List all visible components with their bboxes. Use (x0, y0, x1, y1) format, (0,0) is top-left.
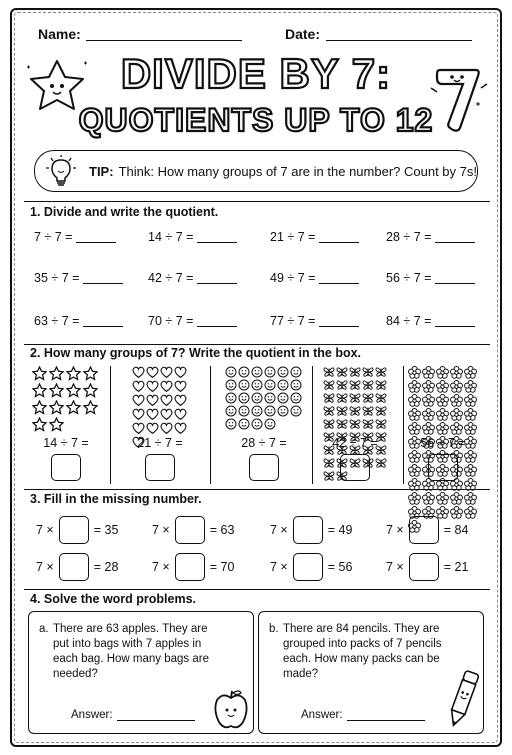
answer-blank[interactable] (435, 231, 475, 243)
tip-text: Think: How many groups of 7 are in the number? Count by 7s! (118, 163, 477, 179)
smiley-icon (238, 379, 250, 391)
star-icon (32, 383, 47, 398)
butterfly-icon (362, 379, 374, 391)
missing-number-problem (152, 553, 234, 581)
smiley-icon (238, 392, 250, 404)
smiley-icon (277, 392, 289, 404)
butterfly-icon (323, 418, 335, 430)
answer-label: Answer: (71, 709, 113, 721)
answer-box[interactable] (59, 553, 89, 581)
column-divider (210, 366, 211, 484)
answer-blank[interactable] (197, 315, 237, 327)
star-icon (49, 383, 64, 398)
heart-icon (146, 408, 159, 421)
answer-box[interactable] (59, 516, 89, 544)
division-problem (386, 230, 475, 244)
butterfly-icon (362, 418, 374, 430)
section-divider (24, 201, 490, 202)
answer-field[interactable] (347, 710, 425, 721)
butterfly-icon (362, 366, 374, 378)
answer-blank[interactable] (197, 231, 237, 243)
problem-text: 63 ÷ 7 = (34, 314, 80, 328)
star-icon (32, 417, 47, 432)
division-problem (148, 230, 237, 244)
group-equation: 42 ÷ 7 = (332, 436, 378, 450)
butterfly-icon (375, 366, 387, 378)
picture-group-smiley (225, 366, 303, 431)
answer-box[interactable] (409, 553, 439, 581)
division-problem (270, 230, 359, 244)
butterfly-icon (375, 418, 387, 430)
flower-icon (436, 408, 449, 421)
smiley-icon (264, 392, 276, 404)
flower-icon (464, 422, 477, 435)
answer-blank[interactable] (83, 315, 123, 327)
flower-icon (408, 394, 421, 407)
butterfly-icon (323, 392, 335, 404)
flower-icon (408, 492, 421, 505)
flower-icon (436, 394, 449, 407)
heart-icon (132, 394, 145, 407)
answer-field[interactable] (117, 710, 195, 721)
butterfly-icon (336, 366, 348, 378)
section-divider (24, 344, 490, 345)
tip-box (34, 150, 478, 192)
problem-text: 49 ÷ 7 = (270, 271, 316, 285)
flower-icon (408, 464, 421, 477)
flower-icon (422, 380, 435, 393)
problem-left: 7 × (152, 523, 170, 537)
picture-group-star (32, 366, 100, 434)
pencil-icon (445, 667, 481, 731)
heart-icon (132, 422, 145, 435)
smiley-icon (264, 405, 276, 417)
answer-blank[interactable] (319, 231, 359, 243)
missing-number-problem (152, 516, 234, 544)
apple-icon (213, 688, 249, 730)
butterfly-icon (336, 392, 348, 404)
problem-text: 84 ÷ 7 = (386, 314, 432, 328)
flower-icon (450, 408, 463, 421)
problem-line: grouped into packs of 7 pencils (283, 638, 442, 650)
heart-icon (160, 380, 173, 393)
smiley-icon (290, 392, 302, 404)
problem-line: each bag. How many bags are (53, 653, 209, 665)
heart-icon (160, 366, 173, 379)
flower-icon (436, 492, 449, 505)
section-divider (24, 489, 490, 490)
star-icon (49, 366, 64, 381)
problem-letter: a. (39, 623, 49, 635)
flower-icon (408, 380, 421, 393)
answer-box[interactable] (409, 516, 439, 544)
butterfly-icon (349, 379, 361, 391)
heart-icon (160, 408, 173, 421)
flower-icon (422, 394, 435, 407)
flower-icon (408, 408, 421, 421)
division-problem (148, 314, 237, 328)
butterfly-icon (375, 392, 387, 404)
group-equation: 21 ÷ 7 = (137, 436, 183, 450)
seven-mascot-icon (428, 62, 490, 138)
flower-icon (450, 366, 463, 379)
heart-icon (174, 394, 187, 407)
answer-box[interactable] (249, 454, 279, 481)
answer-blank[interactable] (435, 315, 475, 327)
column-divider (110, 366, 111, 484)
smiley-icon (290, 405, 302, 417)
heart-icon (146, 366, 159, 379)
smiley-icon (251, 366, 263, 378)
group-equation: 28 ÷ 7 = (241, 436, 287, 450)
missing-number-problem (270, 516, 352, 544)
flower-icon (464, 366, 477, 379)
smiley-icon (251, 418, 263, 430)
name-label: Name: (38, 26, 81, 42)
problem-left: 7 × (386, 560, 404, 574)
star-icon (83, 366, 98, 381)
flower-icon (408, 366, 421, 379)
butterfly-icon (349, 418, 361, 430)
missing-number-problem (386, 553, 468, 581)
problem-left: 7 × (36, 560, 54, 574)
flower-icon (464, 380, 477, 393)
problem-text: 21 ÷ 7 = (270, 230, 316, 244)
word-problem-a (28, 611, 254, 734)
smiley-icon (277, 379, 289, 391)
problem-text: 70 ÷ 7 = (148, 314, 194, 328)
problem-right: = 63 (209, 523, 235, 537)
heart-icon (160, 394, 173, 407)
butterfly-icon (323, 457, 335, 469)
smiley-icon (251, 392, 263, 404)
heart-icon (132, 366, 145, 379)
smiley-icon (264, 366, 276, 378)
problem-left: 7 × (36, 523, 54, 537)
problem-text: 56 ÷ 7 = (386, 271, 432, 285)
problem-line: put into bags with 7 apples in (53, 638, 202, 650)
answer-box[interactable] (175, 516, 205, 544)
smiley-icon (225, 418, 237, 430)
flower-icon (450, 380, 463, 393)
answer-blank[interactable] (76, 231, 116, 243)
flower-icon (464, 492, 477, 505)
name-field[interactable] (86, 40, 242, 41)
butterfly-icon (349, 405, 361, 417)
smiley-icon (225, 405, 237, 417)
butterfly-icon (375, 457, 387, 469)
butterfly-icon (375, 379, 387, 391)
star-icon (66, 366, 81, 381)
smiley-icon (225, 379, 237, 391)
section4-heading: 4. Solve the word problems. (30, 592, 197, 606)
smiley-icon (277, 366, 289, 378)
star-icon (32, 400, 47, 415)
heart-icon (132, 380, 145, 393)
problem-text: 35 ÷ 7 = (34, 271, 80, 285)
flower-icon (408, 422, 421, 435)
butterfly-icon (349, 366, 361, 378)
flower-icon (436, 422, 449, 435)
heart-icon (146, 394, 159, 407)
division-problem (270, 314, 359, 328)
problem-left: 7 × (152, 560, 170, 574)
heart-icon (174, 366, 187, 379)
smiley-icon (225, 366, 237, 378)
word-problem-b (258, 611, 484, 734)
problem-text: 42 ÷ 7 = (148, 271, 194, 285)
flower-icon (436, 380, 449, 393)
answer-blank[interactable] (197, 272, 237, 284)
butterfly-icon (323, 379, 335, 391)
missing-number-problem (36, 516, 118, 544)
heart-icon (132, 408, 145, 421)
group-equation: 56 ÷ 7 = (420, 436, 466, 450)
smiley-icon (238, 418, 250, 430)
smiley-icon (264, 379, 276, 391)
heart-icon (146, 422, 159, 435)
missing-number-problem (386, 516, 468, 544)
missing-number-problem (270, 553, 352, 581)
heart-icon (160, 422, 173, 435)
problem-left: 7 × (386, 523, 404, 537)
heart-icon (146, 380, 159, 393)
problem-line: There are 84 pencils. They are (283, 623, 440, 635)
problem-text: 77 ÷ 7 = (270, 314, 316, 328)
flower-icon (408, 450, 421, 463)
problem-right: = 70 (209, 560, 235, 574)
answer-blank[interactable] (83, 272, 123, 284)
star-icon (83, 400, 98, 415)
division-problem (270, 271, 359, 285)
problem-right: = 56 (327, 560, 353, 574)
smiley-icon (264, 418, 276, 430)
smiley-icon (238, 366, 250, 378)
answer-label: Answer: (301, 709, 343, 721)
flower-icon (450, 394, 463, 407)
answer-box[interactable] (175, 553, 205, 581)
date-label: Date: (285, 26, 321, 42)
star-icon (66, 400, 81, 415)
division-problem (148, 271, 237, 285)
problem-right: = 35 (93, 523, 119, 537)
group-equation: 14 ÷ 7 = (43, 436, 89, 450)
smiley-icon (225, 392, 237, 404)
flower-icon (436, 366, 449, 379)
problem-right: = 49 (327, 523, 353, 537)
smiley-icon (251, 379, 263, 391)
problem-line: each. How many packs can be (283, 653, 440, 665)
problem-text: 7 ÷ 7 = (34, 230, 73, 244)
flower-icon (422, 422, 435, 435)
answer-box[interactable] (340, 454, 370, 481)
butterfly-icon (362, 405, 374, 417)
problem-right: = 21 (443, 560, 469, 574)
smiley-icon (290, 379, 302, 391)
tip-label: TIP: (89, 163, 114, 179)
division-problem (386, 271, 475, 285)
flower-icon (464, 408, 477, 421)
section-divider (24, 589, 490, 590)
answer-blank[interactable] (319, 315, 359, 327)
butterfly-icon (323, 405, 335, 417)
answer-blank[interactable] (435, 272, 475, 284)
butterfly-icon (336, 379, 348, 391)
heart-icon (174, 380, 187, 393)
flower-icon (450, 422, 463, 435)
flower-icon (422, 366, 435, 379)
section3-heading: 3. Fill in the missing number. (30, 492, 202, 506)
butterfly-icon (323, 470, 335, 482)
flower-icon (464, 464, 477, 477)
division-problem (386, 314, 475, 328)
problem-text: 14 ÷ 7 = (148, 230, 194, 244)
star-icon (49, 417, 64, 432)
problem-left: 7 × (270, 560, 288, 574)
light-bulb-icon (43, 154, 79, 188)
heart-icon (174, 408, 187, 421)
problem-letter: b. (269, 623, 279, 635)
division-problem (34, 314, 123, 328)
smiley-icon (290, 366, 302, 378)
division-problem (34, 230, 116, 244)
butterfly-icon (375, 405, 387, 417)
page-subtitle: QUOTIENTS UP TO 12 (78, 102, 434, 138)
problem-line: needed? (53, 668, 98, 680)
problem-line: There are 63 apples. They are (53, 623, 208, 635)
butterfly-icon (336, 405, 348, 417)
section2-heading: 2. How many groups of 7? Write the quotient in the box. (30, 346, 362, 360)
star-icon (83, 383, 98, 398)
butterfly-icon (349, 392, 361, 404)
problem-text: 28 ÷ 7 = (386, 230, 432, 244)
problem-left: 7 × (270, 523, 288, 537)
flower-icon (464, 450, 477, 463)
smiley-icon (277, 405, 289, 417)
answer-box[interactable] (428, 454, 458, 481)
flower-icon (422, 408, 435, 421)
answer-box[interactable] (293, 516, 323, 544)
butterfly-icon (336, 418, 348, 430)
flower-icon (450, 492, 463, 505)
heart-icon (174, 422, 187, 435)
problem-line: made? (283, 668, 319, 680)
smiley-icon (251, 405, 263, 417)
flower-icon (464, 394, 477, 407)
column-divider (403, 366, 404, 484)
answer-box[interactable] (145, 454, 175, 481)
division-problem (34, 271, 123, 285)
butterfly-icon (323, 366, 335, 378)
problem-right: = 28 (93, 560, 119, 574)
star-icon (49, 400, 64, 415)
answer-box[interactable] (293, 553, 323, 581)
smiley-icon (238, 405, 250, 417)
picture-group-flower (408, 366, 478, 534)
column-divider (312, 366, 313, 484)
page-title: DIVIDE BY 7: (120, 50, 392, 97)
star-icon (66, 383, 81, 398)
answer-blank[interactable] (319, 272, 359, 284)
star-icon (32, 366, 47, 381)
answer-box[interactable] (51, 454, 81, 481)
date-field[interactable] (326, 40, 472, 41)
problem-right: = 84 (443, 523, 469, 537)
flower-icon (422, 492, 435, 505)
section1-heading: 1. Divide and write the quotient. (30, 205, 219, 219)
missing-number-problem (36, 553, 118, 581)
butterfly-icon (362, 392, 374, 404)
